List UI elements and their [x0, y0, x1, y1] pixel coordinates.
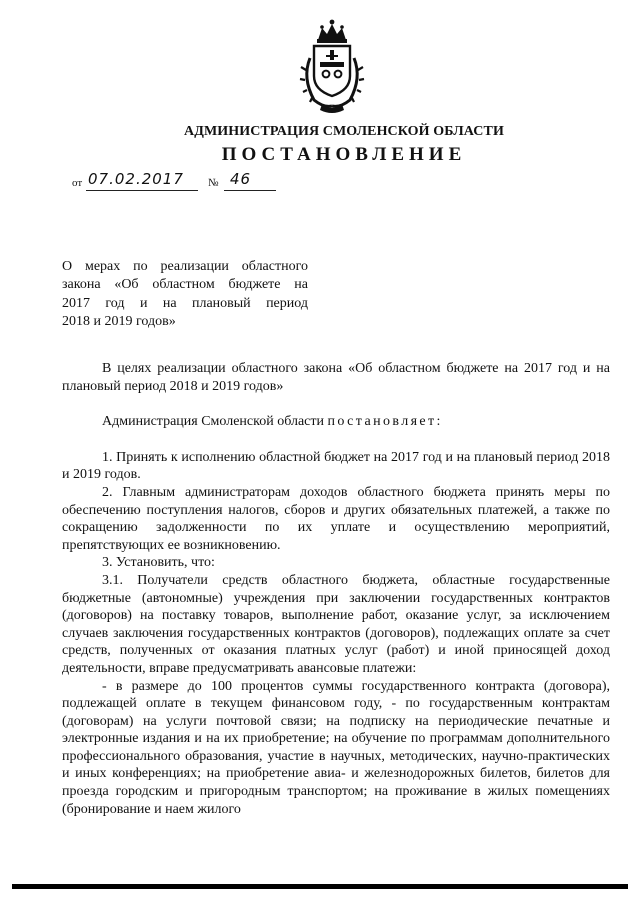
date-underline: [86, 190, 198, 191]
intro-paragraph: В целях реализации областного закона «Об областном бюджете на 2017 год и на плановый период 2018 и 2019 годов»: [62, 361, 610, 394]
bottom-scan-edge: [12, 884, 628, 889]
resolution-verb: постановляет:: [327, 414, 443, 430]
clause-3-1: 3.1. Получатели средств областного бюджета, областные государственные бюджетные (автономные) учреждения при заключении государственных контрактов (договоров) на поставку товаров, выполнение работ, оказание услуг, за исключением случаев заключения государственных контрактов (договоров), подлежащих оплате за счет средств, полученных от оказания платных услуг (работ) и иной приносящей доход деятельности, вправе предусматривать авансовые платежи:: [62, 572, 610, 676]
subject-line: закона «Об областном бюджете на: [62, 277, 308, 293]
resolution-line: [62, 413, 610, 431]
date-value: 07.02.2017: [88, 170, 184, 188]
organization-name: АДМИНИСТРАЦИЯ СМОЛЕНСКОЙ ОБЛАСТИ: [184, 124, 504, 139]
number-underline: [224, 190, 276, 191]
clause-3-1-dash: - в размере до 100 процентов суммы государственного контракта (договора), подлежащей оплате в текущем финансовом году, - по государственным контрактам (договорам) на услуги почтовой связи; на подписку на периодические печатные и электронные издания и на их приобретение; на обучение по программам дополнительного профессионального образования, участие в научных, методических, научно-практических и иных конференциях; на приобретение авиа- и железнодорожных билетов, билетов для проезда городским и пригородным транспортом; на проживание в жилых помещениях (бронирование и наем жилого: [62, 678, 610, 817]
subject-line: 2018 и 2019 годов»: [62, 314, 176, 330]
subject-line: О мерах по реализации областного: [62, 259, 308, 274]
subject-line: 2017 год и на плановый период: [62, 295, 308, 311]
subject-block: [62, 258, 308, 332]
clause-2: 2. Главным администраторам доходов областного бюджета принять меры по обеспечению поступления налогов, сборов и других обязательных платежей, а также по сокращению задолженности по их уплате и осуществлению мероприятий, препятствующих ее возникновению.: [62, 484, 610, 553]
clause-3: 3. Установить, что:: [102, 555, 215, 571]
document-type-title: ПОСТАНОВЛЕНИЕ: [221, 144, 467, 165]
document-body: [62, 360, 610, 818]
number-value: 46: [230, 170, 252, 188]
number-label: №: [208, 177, 219, 189]
coat-of-arms-emblem-icon: [296, 18, 368, 114]
resolution-prefix: Администрация Смоленской области: [102, 414, 328, 430]
clause-1: 1. Принять к исполнению областной бюджет на 2017 год и на плановый период 2018 и 2019 годов.: [62, 449, 610, 483]
date-label: от: [72, 177, 83, 189]
